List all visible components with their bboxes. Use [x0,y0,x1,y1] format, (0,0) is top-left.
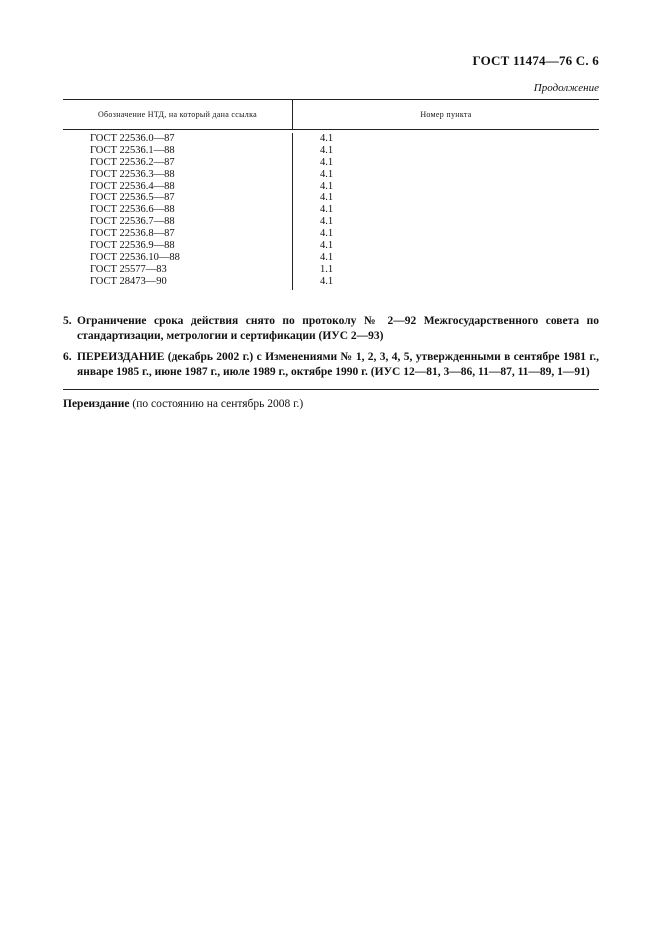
continuation-label: Продолжение [533,82,599,94]
table-cell-reference: ГОСТ 22536.1—88 [90,144,175,156]
table-cell-reference: ГОСТ 22536.9—88 [90,240,175,252]
table-cell-reference: ГОСТ 22536.7—88 [90,216,175,228]
reference-table [63,99,599,290]
note-number: 5. [63,315,72,327]
note-text: ПЕРЕИЗДАНИЕ (декабрь 2002 г.) с Изменениями № 1, 2, 3, 4, 5, утвержденными в сентябре 1981 г., январе 1985 г., июне 1987 г., июле 1989 г., октябре 1990 г. (ИУС 12—81, 3—86, 11—87, 11—89, 1—91) [77,351,599,378]
table-cell-item-number: 4.1 [320,180,334,192]
note-number: 6. [63,351,72,363]
table-cell-item-number: 4.1 [320,204,334,216]
table-cell-item-number: 4.1 [320,228,334,240]
table-cell-reference: ГОСТ 22536.3—88 [90,168,175,180]
table-cell-reference: ГОСТ 22536.10—88 [90,251,180,263]
table-cell-item-number: 4.1 [320,192,334,204]
table-cell-reference: ГОСТ 22536.2—87 [90,156,175,168]
document-id: ГОСТ 11474—76 С. 6 [472,53,599,68]
reissue-label: Переиздание [63,398,130,410]
table-cell-item-number: 4.1 [320,240,334,252]
reissue-note [63,397,303,412]
table-cell-item-number: 4.1 [320,275,334,287]
table-cell-reference: ГОСТ 22536.4—88 [90,180,175,192]
item-number-column [293,133,599,290]
divider [63,389,599,390]
table-cell-item-number: 4.1 [320,216,334,228]
table-cell-reference: ГОСТ 22536.8—87 [90,228,175,240]
note-6 [63,350,599,380]
column-header-item-number: Номер пункта [420,110,472,119]
table-cell-item-number: 1.1 [320,263,334,275]
table-cell-reference: ГОСТ 28473—90 [90,275,167,287]
table-cell-item-number: 4.1 [320,133,334,144]
reissue-text: (по состоянию на сентябрь 2008 г.) [129,398,304,410]
table-cell-reference: ГОСТ 22536.0—87 [90,133,175,144]
table-cell-item-number: 4.1 [320,156,334,168]
table-cell-item-number: 4.1 [320,251,334,263]
table-cell-item-number: 4.1 [320,144,334,156]
table-body [63,130,599,290]
table-cell-reference: ГОСТ 22536.5—87 [90,192,175,204]
note-5 [63,314,599,344]
table-cell-item-number: 4.1 [320,168,334,180]
table-cell-reference: ГОСТ 25577—83 [90,263,167,275]
note-text: Ограничение срока действия снято по протоколу № 2—92 Межгосударственного совета по стандартизации, метрологии и сертификации (ИУС 2—93) [77,315,599,342]
notes-section [63,314,599,386]
column-header-reference: Обозначение НТД, на который дана ссылка [63,100,293,129]
table-header [63,99,599,130]
table-cell-reference: ГОСТ 22536.6—88 [90,204,175,216]
reference-column [63,133,293,290]
